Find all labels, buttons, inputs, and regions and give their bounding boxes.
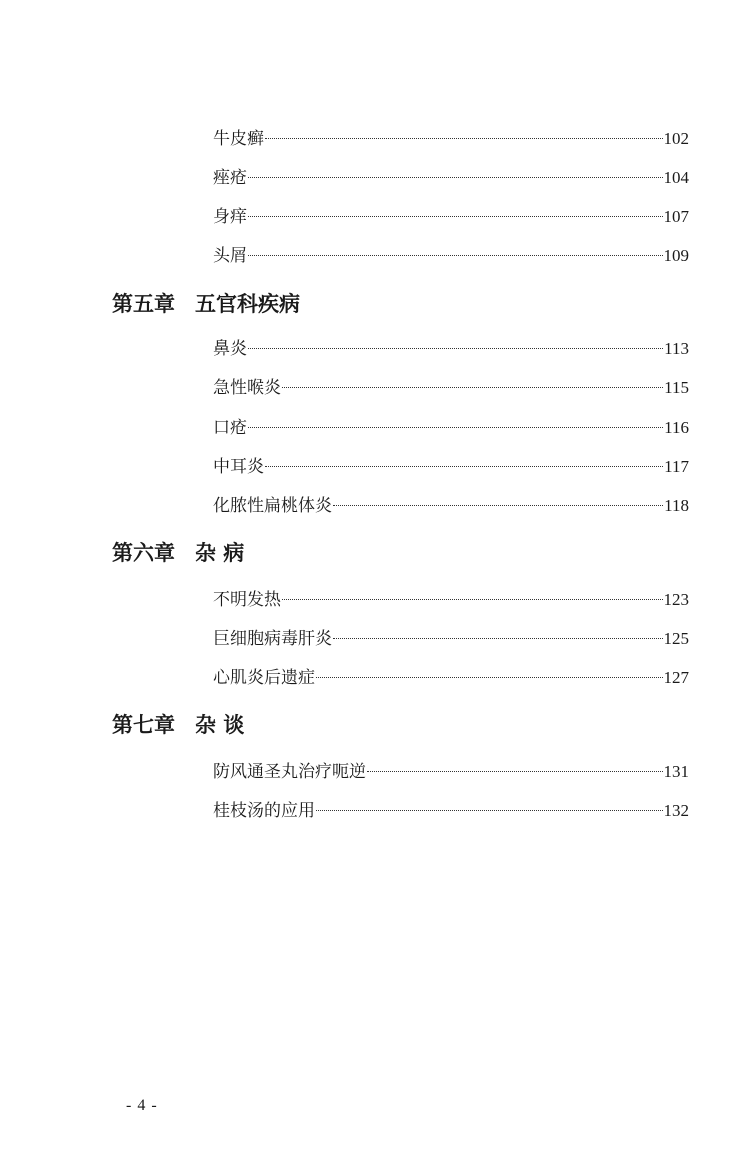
toc-entry-page: 115 bbox=[664, 378, 689, 397]
toc-entry[interactable] bbox=[213, 663, 689, 693]
chapter-heading[interactable] bbox=[112, 536, 244, 570]
dot-leader bbox=[248, 177, 663, 178]
toc-entry-title: 化脓性扁桃体炎 bbox=[213, 496, 332, 516]
toc-entry-title: 不明发热 bbox=[213, 590, 281, 610]
toc-entry[interactable] bbox=[213, 241, 689, 271]
toc-entry[interactable] bbox=[213, 491, 689, 521]
dot-leader bbox=[248, 348, 663, 349]
dot-leader bbox=[367, 771, 663, 772]
toc-entry[interactable] bbox=[213, 202, 689, 232]
toc-entry-page: 127 bbox=[663, 668, 689, 687]
toc-entry-page: 132 bbox=[663, 801, 689, 820]
toc-entry-title: 头屑 bbox=[213, 246, 247, 266]
dot-leader bbox=[316, 810, 663, 811]
toc-entry-page: 131 bbox=[663, 762, 689, 781]
chapter-heading[interactable] bbox=[112, 287, 300, 321]
toc-entry-title: 桂枝汤的应用 bbox=[213, 801, 315, 821]
dot-leader bbox=[316, 677, 663, 678]
dot-leader bbox=[282, 387, 663, 388]
toc-entry[interactable] bbox=[213, 624, 689, 654]
toc-entry-title: 急性喉炎 bbox=[213, 378, 281, 398]
toc-entry[interactable] bbox=[213, 585, 689, 615]
toc-entry[interactable] bbox=[213, 413, 689, 443]
dot-leader bbox=[265, 138, 663, 139]
dot-leader bbox=[248, 255, 663, 256]
toc-entry-title: 防风通圣丸治疗呃逆 bbox=[213, 762, 366, 782]
chapter-title: 杂 病 bbox=[195, 540, 245, 565]
toc-entry-page: 118 bbox=[664, 496, 689, 515]
toc-entry-page: 123 bbox=[663, 590, 689, 609]
toc-entry-page: 113 bbox=[664, 339, 689, 358]
toc-entry-page: 125 bbox=[663, 629, 689, 648]
chapter-title: 五官科疾病 bbox=[195, 291, 300, 316]
toc-entry-title: 心肌炎后遗症 bbox=[213, 668, 315, 688]
toc-entry-title: 鼻炎 bbox=[213, 339, 247, 359]
toc-entry[interactable] bbox=[213, 124, 689, 154]
chapter-number: 第五章 bbox=[112, 291, 175, 316]
chapter-heading[interactable] bbox=[112, 708, 244, 742]
toc-entry-title: 痤疮 bbox=[213, 168, 247, 188]
dot-leader bbox=[265, 466, 663, 467]
toc-entry-title: 身痒 bbox=[213, 207, 247, 227]
chapter-title: 杂 谈 bbox=[195, 712, 245, 737]
dot-leader bbox=[248, 216, 663, 217]
toc-entry[interactable] bbox=[213, 334, 689, 364]
dot-leader bbox=[333, 638, 663, 639]
dot-leader bbox=[333, 505, 663, 506]
toc-entry-page: 104 bbox=[663, 168, 689, 187]
toc-entry[interactable] bbox=[213, 373, 689, 403]
page-number: - 4 - bbox=[126, 1097, 158, 1114]
toc-entry-page: 107 bbox=[663, 207, 689, 226]
toc-entry-title: 牛皮癣 bbox=[213, 129, 264, 149]
dot-leader bbox=[282, 599, 663, 600]
chapter-number: 第七章 bbox=[112, 712, 175, 737]
toc-entry-title: 口疮 bbox=[213, 418, 247, 438]
toc-entry-title: 巨细胞病毒肝炎 bbox=[213, 629, 332, 649]
toc-entry-page: 116 bbox=[664, 418, 689, 437]
toc-entry[interactable] bbox=[213, 452, 689, 482]
toc-entry[interactable] bbox=[213, 163, 689, 193]
toc-entry-page: 102 bbox=[663, 129, 689, 148]
chapter-number: 第六章 bbox=[112, 540, 175, 565]
toc-entry-page: 109 bbox=[663, 246, 689, 265]
toc-entry-title: 中耳炎 bbox=[213, 457, 264, 477]
toc-entry[interactable] bbox=[213, 796, 689, 826]
toc-entry-page: 117 bbox=[664, 457, 689, 476]
toc-entry[interactable] bbox=[213, 757, 689, 787]
dot-leader bbox=[248, 427, 663, 428]
